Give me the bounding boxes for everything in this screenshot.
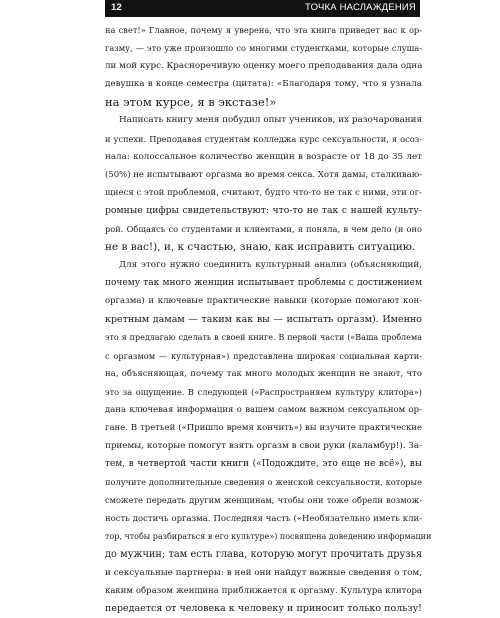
- text-line: кретным дамам — таким как вы — испытать оргазм). Именно: [105, 313, 422, 325]
- page-number: 12: [111, 2, 122, 13]
- text-line: дана ключевая информация о вашем самом важном сексуальном ор-: [105, 404, 422, 415]
- text-line: рой. Общаясь со студентами и клиентами, я поняла, в чем дело (и оно: [105, 224, 422, 235]
- text-line: сможете передать другим женщинам, чтобы они тоже обрели возмож-: [105, 495, 422, 506]
- text-line: это за ощущение. В следующей («Распространяем культуру клитора»): [105, 386, 422, 397]
- text-line: ромные цифры свидетельствуют: что-то не так с нашей культу-: [105, 204, 422, 216]
- body-text: [105, 21, 432, 618]
- text-line: Для этого нужно соединить культурный анализ (объясняющий,: [119, 260, 422, 271]
- running-header: [105, 0, 420, 17]
- text-line: нала: колоссальное количество женщин в возрасте от 18 до 35 лет: [105, 151, 422, 162]
- text-line: получите дополнительные сведения о женской сексуальности, которые: [105, 477, 422, 488]
- text-line: почему так много женщин испытывает проблемы с достижением: [105, 278, 422, 289]
- text-line: не в вас!), и, к счастью, знаю, как исправить ситуацию.: [105, 241, 416, 254]
- text-line: девушка в конце семестра (цитата): «Благодаря тому, что я узнала: [105, 79, 422, 90]
- text-line: приемы, которые помогут взять оргазм в свои руки (каламбур!). За-: [105, 441, 422, 452]
- text-line: тем, в четвертой части книги («Подождите, это еще не всё»), вы: [105, 459, 422, 470]
- text-line: каким образом женщина приближается к оргазму. Культура клитора: [105, 585, 422, 596]
- text-line: на этом курсе, я в экстазе!»: [105, 95, 277, 110]
- text-line: передается от человека к человеку и приносит только пользу!: [105, 603, 422, 614]
- text-line: оргазма) и ключевые практические навыки (которые помогают кон-: [105, 296, 422, 307]
- text-line: до мужчин; там есть глава, которую могут прочитать друзья: [105, 548, 422, 560]
- text-line: щиеся с этой проблемой, считают, будто что-то не так с ними, эти ог-: [105, 187, 422, 198]
- text-line: ность достичь оргазма. Последняя часть («Необязательно иметь кли-: [105, 513, 422, 524]
- text-line: газму, — это уже произошло со многими студентками, которые слуша-: [105, 43, 422, 54]
- text-line: гане. В третьей («Пришло время кончить») вы изучите практические: [105, 423, 422, 434]
- text-line: это я предлагаю сделать в своей книге. В первой части («Ваша проблема: [105, 332, 422, 342]
- text-line: и успехи. Преподавая студентам колледжа курс сексуальности, я осоз-: [105, 133, 422, 144]
- text-line: (50%) не испытывают оргазма во время секса. Хотя дамы, сталкиваю-: [105, 169, 422, 180]
- text-line: с оргазмом — культурная») представлена широкая социальная карти-: [105, 350, 422, 361]
- text-line: и сексуальные партнеры: в ней они найдут важные сведения о том,: [105, 567, 422, 578]
- running-title: ТОЧКА НАСЛАЖДЕНИЯ: [305, 2, 416, 13]
- text-line: Написать книгу меня побудил опыт учеников, их разочарования: [119, 115, 422, 126]
- text-line: тор, чтобы разбираться в его культуре») посвящена доведению информации: [105, 531, 432, 541]
- text-line: на, объясняющая, почему так много молодых женщин не знают, что: [105, 368, 422, 379]
- text-line: на свет!» Главное, почему я уверена, что эта книга приведет вас к ор-: [105, 25, 422, 35]
- text-line: ли мой курс. Красноречивую оценку моего преподавания дала одна: [105, 61, 423, 72]
